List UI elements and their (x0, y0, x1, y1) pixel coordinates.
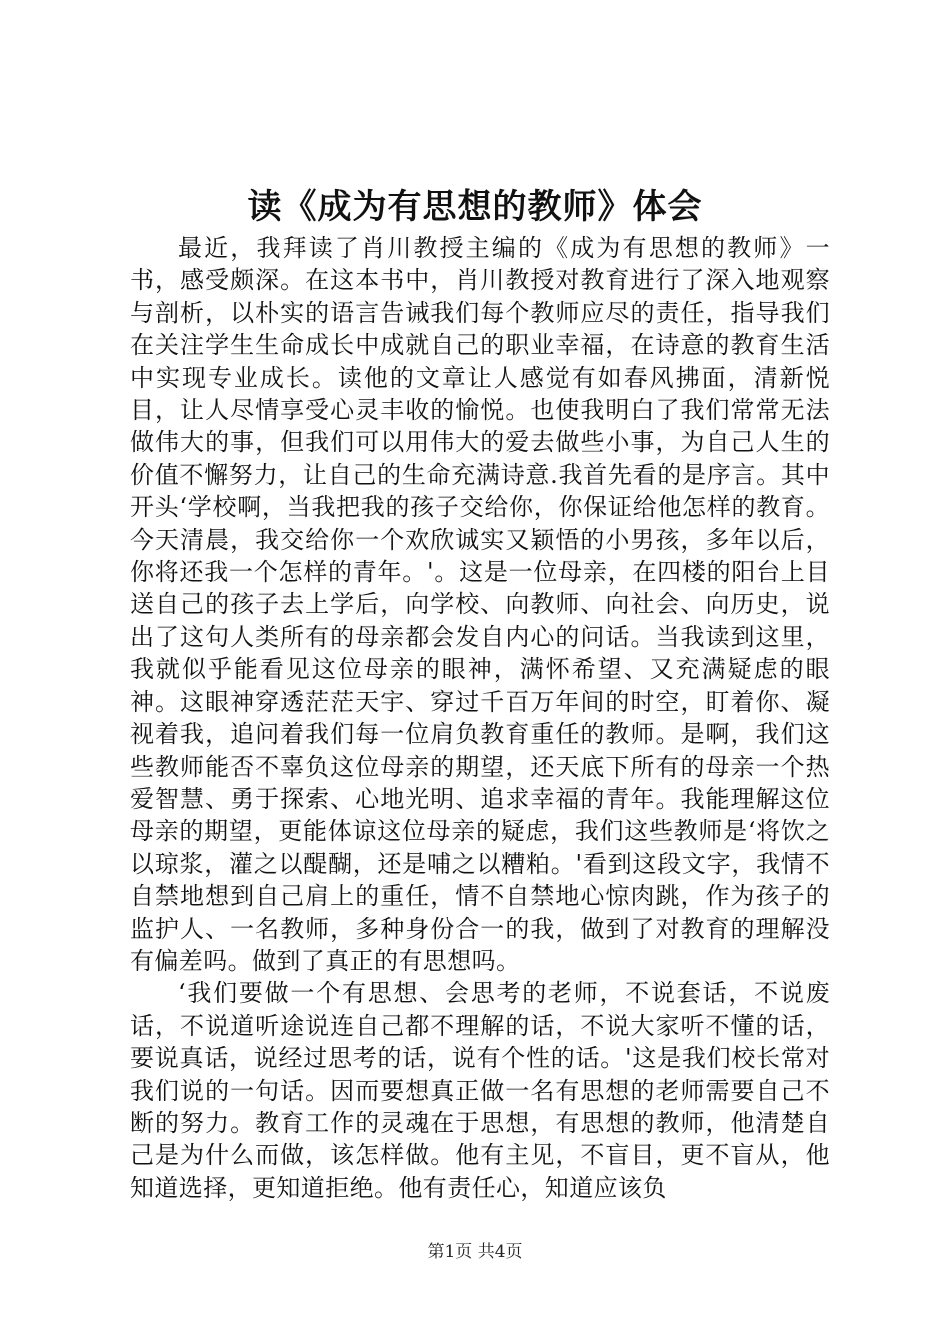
paragraph-1: 最近，我拜读了肖川教授主编的《成为有思想的教师》一书，感受颇深。在这本书中，肖川教授对教育进行了深入地观察与剖析，以朴实的语言告诫我们每个教师应尽的责任，指导我们在关注学生生命成长中成就自己的职业幸福，在诗意的教育生活中实现专业成长。读他的文章让人感觉有如春风拂面，清新悦目，让人尽情享受心灵丰收的愉悦。也使我明白了我们常常无法做伟大的事，但我们可以用伟大的爱去做些小事，为自己人生的价值不懈努力，让自己的生命充满诗意.我首先看的是序言。其中开头‘学校啊，当我把我的孩子交给你，你保证给他怎样的教育。今天清晨，我交给你一个欢欣诚实又颖悟的小男孩，多年以后，你将还我一个怎样的青年。'。这是一位母亲，在四楼的阳台上目送自己的孩子去上学后，向学校、向教师、向社会、向历史，说出了这句人类所有的母亲都会发自内心的问话。当我读到这里，我就似乎能看见这位母亲的眼神，满怀希望、又充满疑虑的眼神。这眼神穿透茫茫天宇、穿过千百万年间的时空，盯着你、凝视着我，追问着我们每一位肩负教育重任的教师。是啊，我们这些教师能否不辜负这位母亲的期望，还天底下所有的母亲一个热爱智慧、勇于探索、心地光明、追求幸福的青年。我能理解这位母亲的期望，更能体谅这位母亲的疑虑，我们这些教师是‘将饮之以琼浆，灌之以醍醐，还是哺之以糟粕。'看到这段文字，我情不自禁地想到自己肩上的重任，情不自禁地心惊肉跳，作为孩子的监护人、一名教师，多种身份合一的我，做到了对教育的理解没有偏差吗。做到了真正的有思想吗。 (130, 234, 830, 975)
paragraph-2: ‘我们要做一个有思想、会思考的老师，不说套话，不说废话，不说道听途说连自己都不理解的话，不说大家听不懂的话，要说真话，说经过思考的话，说有个性的话。'这是我们校长常对我们说的一句话。因而要想真正做一名有思想的老师需要自己不断的努力。教育工作的灵魂在于思想，有思想的教师，他清楚自己是为什么而做，该怎样做。他有主见，不盲目，更不盲从，他知道选择，更知道拒绝。他有责任心，知道应该负 (130, 979, 830, 1202)
document-title: 读《成为有思想的教师》体会 (247, 187, 703, 227)
document-body (130, 232, 830, 1202)
page-number-footer: 第1页 共4页 (427, 1242, 523, 1262)
